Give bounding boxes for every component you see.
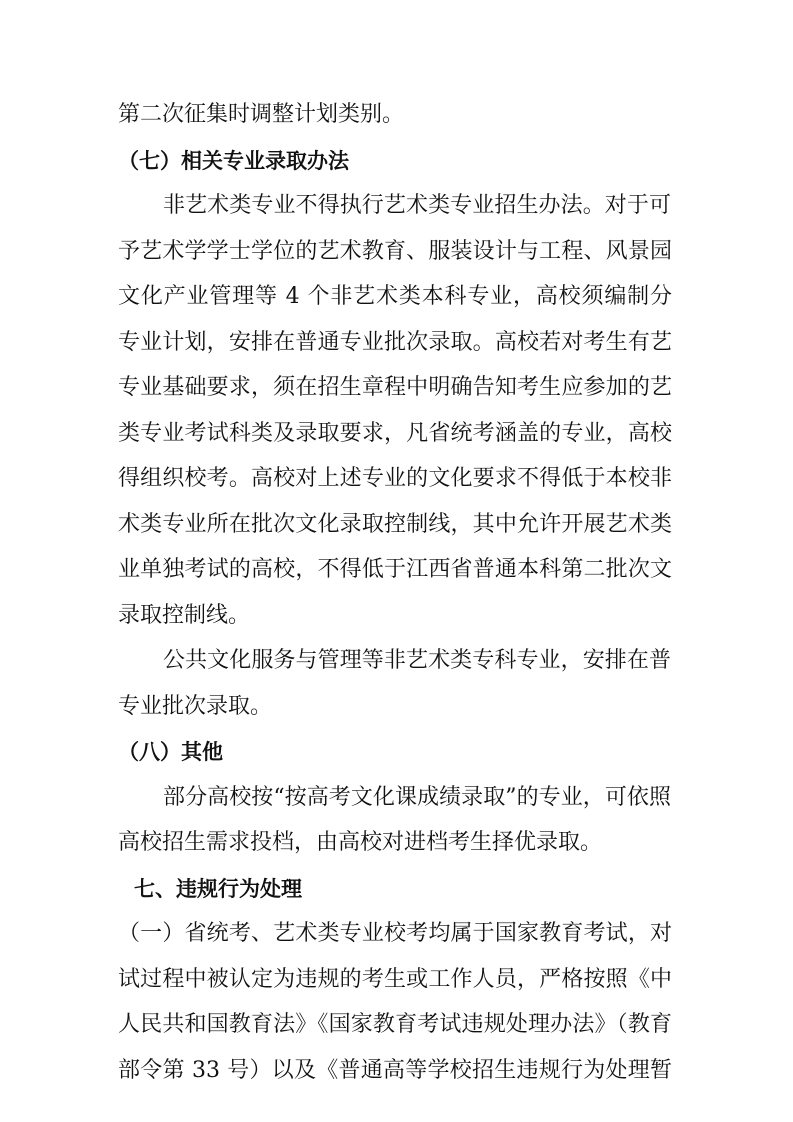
paragraph-line (0, 828, 793, 858)
paragraph-text: 文化产业管理等 4 个非艺术类本科专业，高校须编制分 (118, 284, 672, 309)
paragraph-text: 专业计划，安排在普通专业批次录取。高校若对考生有艺 (118, 330, 672, 355)
paragraph-text: 部分高校按“按高考文化课成绩录取”的专业，可依照 (163, 785, 671, 810)
paragraph-line (0, 965, 793, 995)
paragraph-line (0, 783, 793, 813)
paragraph-line (0, 464, 793, 494)
paragraph-line (0, 419, 793, 449)
paragraph-text: 部令第 33 号）以及《普通高等学校招生违规行为处理暂 (118, 1058, 672, 1083)
paragraph-line (0, 373, 793, 403)
paragraph-line (0, 692, 793, 722)
paragraph-text: 高校招生需求投档，由高校对进档考生择优录取。 (118, 830, 603, 855)
paragraph-text: （一）省统考、艺术类专业校考均属于国家教育考试，对 (118, 921, 672, 946)
section-heading-8 (0, 737, 793, 767)
paragraph-text: 试过程中被认定为违规的考生或工作人员，严格按照《中 (118, 967, 672, 992)
paragraph-text: 第二次征集时调整计划类别。 (118, 102, 405, 127)
paragraph-text: 非艺术类专业不得执行艺术类专业招生办法。对于可 (163, 193, 671, 218)
paragraph-line (0, 328, 793, 358)
paragraph-text: 得组织校考。高校对上述专业的文化要求不得低于本校非 (118, 466, 672, 491)
paragraph-line (0, 646, 793, 676)
paragraph-line (0, 555, 793, 585)
paragraph-text: 公共文化服务与管理等非艺术类专科专业，安排在普 (163, 648, 671, 673)
paragraph-line (0, 191, 793, 221)
paragraph-line (0, 237, 793, 267)
paragraph-text: 录取控制线。 (118, 603, 251, 628)
heading-text: （七）相关专业录取办法 (118, 149, 349, 173)
section-heading-7 (0, 146, 793, 176)
paragraph-text: 类专业考试科类及录取要求，凡省统考涵盖的专业，高校 (118, 421, 672, 446)
paragraph-line (0, 601, 793, 631)
paragraph-line (0, 919, 793, 949)
paragraph-text: 术类专业所在批次文化录取控制线，其中允许开展艺术类 (118, 512, 672, 537)
paragraph-text: 人民共和国教育法》《国家教育考试违规处理办法》（教育 (118, 1012, 672, 1037)
chapter-heading-7 (0, 874, 793, 904)
heading-text: 七、违规行为处理 (134, 877, 302, 901)
paragraph-line (0, 510, 793, 540)
paragraph-line (0, 1010, 793, 1040)
paragraph-line (0, 100, 793, 130)
paragraph-text: 业单独考试的高校，不得低于江西省普通本科第二批次文 (118, 557, 672, 582)
paragraph-line (0, 1056, 793, 1086)
heading-text: （八）其他 (118, 740, 223, 764)
paragraph-line (0, 282, 793, 312)
paragraph-text: 予艺术学学士学位的艺术教育、服装设计与工程、风景园 (118, 239, 672, 264)
paragraph-text: 专业基础要求，须在招生章程中明确告知考生应参加的艺 (118, 375, 672, 400)
paragraph-text: 专业批次录取。 (118, 694, 273, 719)
